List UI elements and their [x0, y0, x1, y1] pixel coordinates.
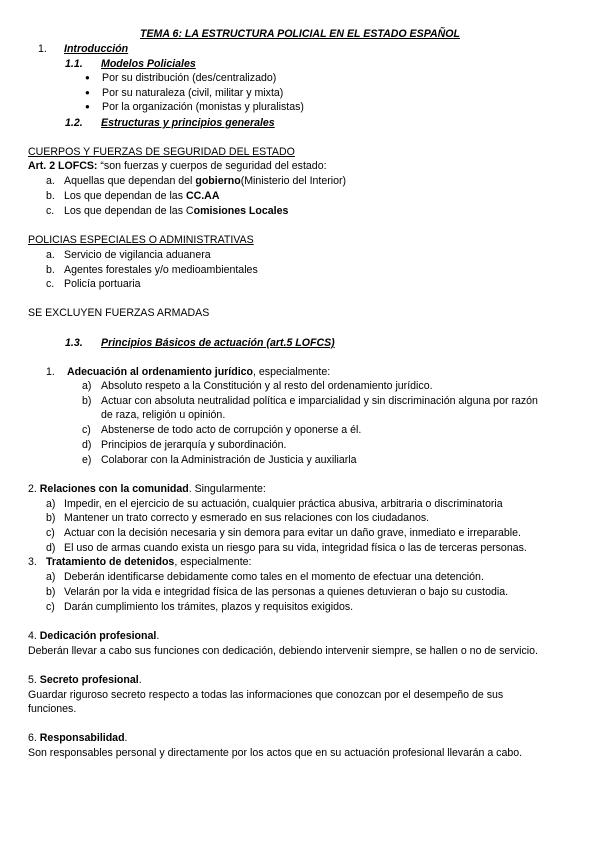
principle-2-title: Relaciones con la comunidad — [39, 483, 189, 495]
list-item: Actuar con la decisión necesaria y sin demora para evitar un daño grave, inmediato e irreparable. — [64, 527, 521, 539]
list-item: Principios de jerarquía y subordinación. — [101, 439, 287, 451]
list-item: Absoluto respeto a la Constitución y al resto del ordenamiento jurídico. — [101, 380, 433, 392]
list-letter: a. — [46, 175, 55, 187]
list-item-text: (Ministerio del Interior) — [240, 175, 347, 187]
list-item: Deberán identificarse debidamente como tales en el momento de efectuar una detención. — [64, 571, 484, 583]
principle-5-number: 5. — [28, 674, 40, 686]
list-item: Impedir, en el ejercicio de su actuación, cualquier práctica abusiva, arbitraria o discriminatoria — [64, 498, 503, 510]
pe-heading: POLICIAS ESPECIALES O ADMINISTRATIVAS — [28, 234, 254, 246]
section-1-2-number: 1.2. — [65, 117, 83, 129]
list-item-bold: omisiones Locales — [193, 205, 289, 217]
list-letter: b) — [82, 395, 92, 407]
section-1-3-number: 1.3. — [65, 337, 83, 349]
document-title: TEMA 6: LA ESTRUCTURA POLICIAL EN EL ESTADO ESPAÑOL — [140, 28, 460, 40]
list-item: Actuar con absoluta neutralidad política e imparcialidad y sin discriminación alguna por razón — [101, 395, 538, 407]
list-item: El uso de armas cuando exista un riesgo para su vida, integridad física o las de terceras personas. — [64, 542, 527, 554]
principle-3-title: Tratamiento de detenidos — [46, 556, 175, 568]
list-letter: c. — [46, 205, 55, 217]
principle-3-rest: , especialmente: — [174, 556, 252, 568]
list-item: Velarán por la vida e integridad física de las personas a quienes detuvieran o bajo su custodia. — [64, 586, 509, 598]
principle-6-text: Son responsables personal y directamente por los actos que en su actuación profesional llevarán a cabo. — [28, 747, 523, 759]
principle-1 — [67, 365, 330, 379]
principle-6-rest: . — [124, 732, 128, 744]
principle-3-number: 3. — [28, 556, 37, 568]
list-item: Policía portuaria — [64, 278, 141, 290]
list-letter: b) — [46, 512, 56, 524]
principle-6-title: Responsabilidad — [39, 732, 125, 744]
list-letter: d) — [46, 542, 56, 554]
principle-2-number: 2. — [28, 483, 40, 495]
principle-5-text: funciones. — [28, 703, 77, 715]
list-letter: c) — [46, 601, 55, 613]
principle-2 — [28, 482, 266, 496]
list-item: Mantener un trato correcto y esmerado en sus relaciones con los ciudadanos. — [64, 512, 430, 524]
section-1-number: 1. — [38, 43, 47, 55]
bullet-item: ● Por su naturaleza (civil, militar y mixta) — [102, 86, 283, 100]
principle-1-title: Adecuación al ordenamiento jurídico — [67, 366, 254, 378]
cfs-heading: CUERPOS Y FUERZAS DE SEGURIDAD DEL ESTADO — [28, 146, 295, 158]
list-item — [64, 204, 288, 218]
principle-4-number: 4. — [28, 630, 40, 642]
bullet-item: ● Por su distribución (des/centralizado) — [102, 71, 276, 85]
section-1-1-number: 1.1. — [65, 58, 83, 70]
principle-1-number: 1. — [46, 366, 55, 378]
principle-4-rest: . — [156, 630, 160, 642]
principle-5-text: Guardar riguroso secreto respecto a todas las informaciones que conozcan por el desempeño de sus — [28, 689, 504, 701]
list-letter: c. — [46, 278, 55, 290]
list-letter: e) — [82, 454, 92, 466]
principle-5 — [28, 673, 142, 687]
list-item: Darán cumplimiento los trámites, plazos y requisitos exigidos. — [64, 601, 354, 613]
list-item: Agentes forestales y/o medioambientales — [64, 264, 258, 276]
list-letter: a) — [46, 571, 56, 583]
principle-1-rest: , especialmente: — [253, 366, 331, 378]
principle-4 — [28, 629, 159, 643]
list-letter: a) — [82, 380, 92, 392]
list-item-bold: gobierno — [195, 175, 241, 187]
principle-2-rest: . Singularmente: — [188, 483, 266, 495]
list-letter: a. — [46, 249, 55, 261]
list-letter: d) — [82, 439, 92, 451]
list-letter: c) — [82, 424, 91, 436]
section-1-1-heading: Modelos Policiales — [101, 58, 196, 70]
bullet-item: ● Por la organización (monistas y pluralistas) — [102, 100, 304, 114]
principle-5-title: Secreto profesional — [39, 674, 139, 686]
list-letter: b. — [46, 190, 55, 202]
list-letter: b) — [46, 586, 56, 598]
cfs-article-text: “son fuerzas y cuerpos de seguridad del estado: — [97, 160, 327, 172]
principle-6-number: 6. — [28, 732, 40, 744]
principle-4-text: Deberán llevar a cabo sus funciones con dedicación, debiendo intervenir siempre, se hallen o no de servicio. — [28, 645, 538, 657]
section-1-heading: Introducción — [64, 43, 129, 55]
list-item-text: Los que dependan de las C — [64, 205, 194, 217]
list-item: Colaborar con la Administración de Justicia y auxiliarla — [101, 454, 357, 466]
cfs-article-label: Art. 2 LOFCS: — [28, 160, 98, 172]
list-letter: a) — [46, 498, 56, 510]
excluded-note: SE EXCLUYEN FUERZAS ARMADAS — [28, 307, 210, 319]
list-item-bold: CC.AA — [185, 190, 220, 202]
principle-4-title: Dedicación profesional — [39, 630, 157, 642]
list-item — [64, 189, 219, 203]
list-item: Abstenerse de todo acto de corrupción y oponerse a él. — [101, 424, 362, 436]
list-item-text: Los que dependan de las — [64, 190, 186, 202]
list-item — [64, 174, 346, 188]
list-letter: c) — [46, 527, 55, 539]
principle-6 — [28, 731, 128, 745]
principle-5-rest: . — [138, 674, 142, 686]
list-item: Servicio de vigilancia aduanera — [64, 249, 211, 261]
list-letter: b. — [46, 264, 55, 276]
principle-3 — [46, 555, 251, 569]
list-item-text: Aquellas que dependan del — [64, 175, 196, 187]
cfs-article — [28, 159, 327, 173]
section-1-2-heading: Estructuras y principios generales — [101, 117, 275, 129]
section-1-3-heading: Principios Básicos de actuación (art.5 LOFCS) — [101, 337, 335, 349]
list-item-continuation: de raza, religión u opinión. — [101, 409, 226, 421]
